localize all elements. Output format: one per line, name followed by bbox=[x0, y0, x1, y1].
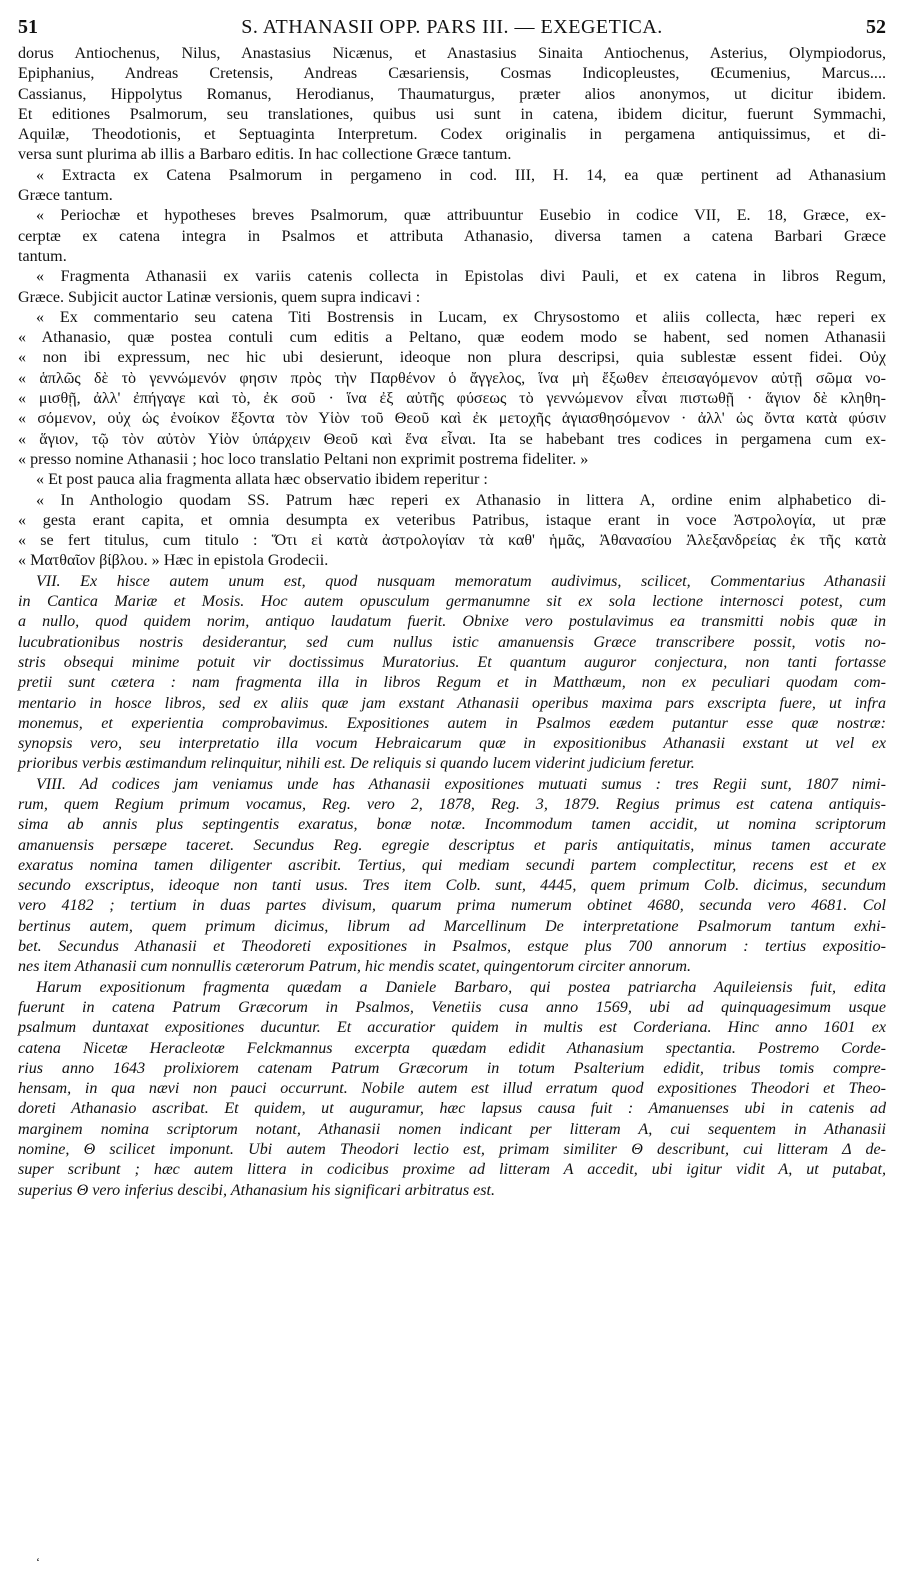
paragraph bbox=[18, 775, 886, 978]
text-line: catena Nicetæ Heracleotæ Felckmannus excerpta quædam edidit Athanasium spectantia. Postremo Corde- bbox=[18, 1039, 886, 1057]
page bbox=[18, 10, 886, 1201]
text-line: « Fragmenta Athanasii ex variis catenis collecta in Epistolas divi Pauli, et ex catena in libros Regum, bbox=[36, 268, 886, 286]
text-line: nomine, Θ scilicet imponunt. Ubi autem Theodori lectio est, primam similiter Θ describunt, cui litteram Δ de- bbox=[18, 1141, 886, 1159]
text-line: « μισθῇ, ἀλλ' ἐπήγαγε καὶ τὸ, ἐκ σοῦ · ἵνα ἐξ αὐτῆς φύσεως τὸ γεννώμενον εἶναι πιστωθῇ · ἅγιον δὲ κληθη- bbox=[18, 390, 886, 408]
page-body bbox=[18, 44, 886, 1201]
text-line: « Ex commentario seu catena Titi Bostrensis in Lucam, ex Chrysostomo et aliis collecta, hæc reperi ex bbox=[36, 308, 886, 326]
text-line: exaratus nomina tamen diligenter ascribit. Tertius, qui mediam secundi partem complectitur, recens est et ex bbox=[18, 856, 886, 874]
text-line: versa sunt plurima ab illis a Barbaro editis. In hac collectione Græce tantum. bbox=[18, 146, 512, 164]
running-title: S. ATHANASII OPP. PARS III. — EXEGETICA. bbox=[241, 16, 663, 38]
text-line: « gesta erant capita, et omnia desumpta ex veteribus Patribus, istaque erant in voce Ἀστρολογία, ut præ bbox=[18, 511, 886, 529]
text-line: Harum expositionum fragmenta quædam a Daniele Barbaro, qui postea patriarcha Aquileiensis fuit, edita bbox=[36, 978, 886, 996]
text-line: Aquilæ, Theodotionis, et Septuaginta Interpretum. Codex originalis in pergamena antiquissimus, et di- bbox=[18, 126, 886, 144]
page-number-left: 51 bbox=[18, 16, 38, 38]
text-line: lucubrationibus nostris desiderantur, sed cum nullus istic amanuensis Græce transcribere possit, votis no- bbox=[18, 633, 886, 651]
text-line: superius Θ vero inferius descibi, Athanasium his significari arbitratus est. bbox=[18, 1181, 496, 1199]
paragraph bbox=[18, 978, 886, 1201]
text-line: a nullo, quod quidem norim, antiquo laudatum fuerit. Obnixe vero postulavimus ea transmitti nobis quæ in bbox=[18, 613, 886, 631]
paragraph bbox=[18, 572, 886, 775]
text-line: Græce. Subjicit auctor Latinæ versionis, quem supra indicavi : bbox=[18, 288, 421, 306]
text-line: « Ματθαῖον βίβλου. » Hæc in epistola Grodecii. bbox=[18, 552, 329, 570]
text-line: « σόμενον, οὐχ ὡς ἐνοίκον ἕξοντα τὸν Υἱὸν τοῦ Θεοῦ καὶ ἐκ μετοχῆς ἁγιασθησόμενον · ἀλλ' ὡς ὄντα κατὰ φύσιν bbox=[18, 410, 886, 428]
paragraph bbox=[18, 206, 886, 267]
paragraph bbox=[18, 44, 886, 166]
text-line: nes item Athanasii cum nonnullis cæterorum Patrum, hic mendis scatet, quingentorum circiter annorum. bbox=[18, 958, 692, 976]
text-line: « presso nomine Athanasii ; hoc loco translatio Peltani non exprimit postrema fideliter. » bbox=[18, 450, 589, 468]
text-line: Græce tantum. bbox=[18, 187, 113, 205]
text-line: « ἁπλῶς δὲ τὸ γεννώμενόν φησιν πρὸς τὴν Παρθένον ὁ ἄγγελος, ἵνα μὴ ἔξωθεν ἐπεισαγόμενον αὐτῇ σῶμα νο- bbox=[18, 369, 886, 387]
page-header bbox=[18, 10, 886, 44]
text-line: VII. Ex hisce autem unum est, quod nusquam memoratum audivimus, scilicet, Commentarius Athanasii bbox=[36, 572, 886, 590]
text-line: « se fert titulus, cum titulo : Ὅτι εἰ κατὰ ἀστρολογίαν τὰ καθ' ἡμᾶς, Ἀθανασίου Ἀλεξανδρείας ἐκ τῆς κατὰ bbox=[18, 532, 886, 550]
text-line: prioribus verbis æstimandum relinquitur, nihili est. De reliquis si quando lucem viderint judicium feretur. bbox=[18, 755, 695, 773]
text-line: « Periochæ et hypotheses breves Psalmorum, quæ attribuuntur Eusebio in codice VII, E. 18, Græce, ex- bbox=[36, 207, 886, 225]
text-line: marginem nomina scriptorum notant, Athanasii nomen indicant per litteram A, cui sequentem in Athanasii bbox=[18, 1120, 886, 1138]
text-line: bertinus autem, quem primum dicimus, librum ad Marcellinum De interpretatione Psalmorum tantum exhi- bbox=[18, 917, 886, 935]
text-line: « Athanasio, quæ postea contuli cum editis a Peltano, quæ eodem modo se habent, sed nomen Athanasii bbox=[18, 329, 886, 347]
text-line: mentario in hosce libros, sed ex aliis quæ jam exstant Athanasii operibus maxima pars exscripta fuere, ut infra bbox=[18, 694, 886, 712]
text-line: Epiphanius, Andreas Cretensis, Andreas Cæsariensis, Cosmas Indicopleustes, Œcumenius, Marcus.... bbox=[18, 65, 886, 83]
paragraph bbox=[18, 267, 886, 308]
text-line: fuerunt in catena Patrum Græcorum in Psalmos, Venetiis cusa anno 1569, ubi ad quinquagesimum usque bbox=[18, 998, 886, 1016]
text-line: pretii sunt cætera : nam fragmenta illa in libros Regum et in Matthæum, non ex peculiari quodam com- bbox=[18, 674, 886, 692]
text-line: « non ibi expressum, nec hic ubi desierunt, ideoque non plura descripsi, quia sublestæ essent fidei. Οὐχ bbox=[18, 349, 886, 367]
text-line: amanuensis persæpe taceret. Secundus Reg. egregie descriptus et paris antiquitatis, minus tamen accurate bbox=[18, 836, 886, 854]
paragraph bbox=[18, 491, 886, 572]
text-line: tantum. bbox=[18, 247, 67, 265]
text-line: monemus, et experientia comprobavimus. Expositiones autem in Psalmos eædem putantur esse quæ nostræ: bbox=[18, 714, 886, 732]
text-line: « In Anthologio quodam SS. Patrum hæc reperi ex Athanasio in littera A, ordine enim alphabetico di- bbox=[36, 491, 886, 509]
text-line: dorus Antiochenus, Nilus, Anastasius Nicænus, et Anastasius Sinaita Antiochenus, Asterius, Olympiodorus, bbox=[18, 45, 886, 62]
text-line: Cassianus, Hippolytus Romanus, Herodianus, Thaumaturgus, præter alios anonymos, ut dicitur ibidem. bbox=[18, 85, 886, 103]
text-line: cerptæ ex catena integra in Psalmos et attributa Athanasio, diversa tamen a catena Barbari Græce bbox=[18, 227, 886, 245]
text-line: Et editiones Psalmorum, seu translationes, quibus usi sunt in catena, ibidem dicitur, fuerunt Symmachi, bbox=[18, 105, 886, 123]
text-line: « ἅγιον, τῷ τὸν αὐτὸν Υἱὸν ὑπάρχειν Θεοῦ καὶ ἕνα εἶναι. Ita se habebant tres codices in pergamena cum ex- bbox=[18, 430, 886, 448]
text-line: sima ab annis plus septingentis exaratus, bonæ notæ. Incommodum tamen accidit, ut nomina scriptorum bbox=[18, 816, 886, 834]
text-line: in Cantica Mariæ et Mosis. Hoc autem opusculum germanumne sit ex sola lectione internosci potest, cum bbox=[18, 593, 886, 611]
text-line: « Extracta ex Catena Psalmorum in pergameno in cod. III, H. 14, ea quæ pertinent ad Athanasium bbox=[36, 166, 886, 184]
text-line: stris obsequi minime potuit vir doctissimus Muratorius. Et quantum auguror conjectura, non tanti fortasse bbox=[18, 653, 886, 671]
paragraph bbox=[18, 308, 886, 470]
footer-mark: ‘ bbox=[36, 1555, 40, 1569]
text-line: synopsis vero, seu interpretatio illa vocum Hebraicarum quæ in expositionibus Athanasii exstant ut vel ex bbox=[18, 735, 886, 753]
text-line: rius anno 1643 prolixiorem catenam Patrum Græcorum in totum Psalterium edidit, tribus tomis compre- bbox=[18, 1059, 886, 1077]
paragraph bbox=[18, 166, 886, 207]
page-number-right: 52 bbox=[866, 16, 886, 38]
text-line: super scribunt ; hæc autem littera in codicibus proxime ad litteram A accedit, ubi igitur vidit A, ut putabat, bbox=[18, 1161, 886, 1179]
text-line: VIII. Ad codices jam veniamus unde has Athanasii expositiones mutuati sumus : tres Regii sunt, 1807 nimi- bbox=[36, 775, 886, 793]
text-line: psalmum duntaxat expositiones ducuntur. Et accuratior quidem in multis est Corderiana. Hinc anno 1601 ex bbox=[18, 1019, 886, 1037]
paragraph bbox=[18, 470, 886, 490]
text-line: bet. Secundus Athanasii et Theodoreti expositiones in Psalmos, estque plus 700 annorum : tertius expositio- bbox=[18, 938, 886, 956]
text-line: hensam, in qua nævi non pauci occurrunt. Nobile autem est illud erratum quod expositiones Theodori et Theo- bbox=[18, 1080, 886, 1098]
text-line: rum, quem Regium primum vocamus, Reg. vero 2, 1878, Reg. 3, 1879. Regius primus est catena antiquis- bbox=[18, 795, 886, 813]
text-line: « Et post pauca alia fragmenta allata hæc observatio ibidem reperitur : bbox=[36, 471, 488, 489]
text-line: vero 4182 ; tertium in duas partes divisum, quarum prima numerum obtinet 4680, secunda vero 4681. Col bbox=[18, 897, 886, 915]
text-line: doreti Athanasio ascribat. Et quidem, ut auguramur, hæc lapsus causa fuit : Amanuenses ubi in catenis ad bbox=[18, 1100, 886, 1118]
text-line: secundo exscriptus, ideoque non tanti usus. Tres item Colb. sunt, 4445, quem primum Colb. dicimus, secundum bbox=[18, 877, 886, 895]
